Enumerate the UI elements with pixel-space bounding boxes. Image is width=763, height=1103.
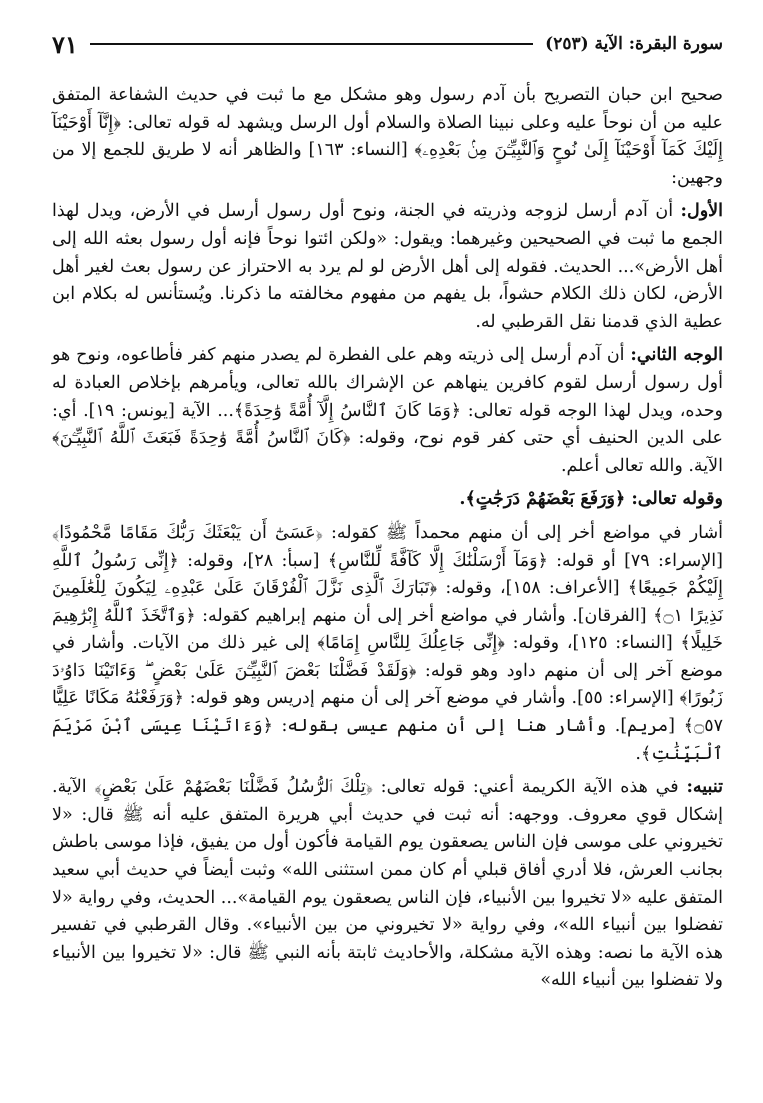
running-title: سورة البقرة: الآية (٢٥٣) <box>545 34 723 54</box>
paragraph-lead: وقوله تعالى: ﴿وَرَفَعَ بَعْضَهُمْ دَرَجَٰتٍ﴾. <box>459 489 723 510</box>
paragraph-4 <box>52 486 723 514</box>
paragraph-6 <box>52 774 723 995</box>
paragraph-text: أن آدم أرسل لزوجه وذريته في الجنة، ونوح أول رسول أرسل في الأرض، ويدل لهذا الجمع ما ثبت في الصحيحين وغيرهما: ويقول: «ولكن ائتوا نوحاً فإنه أول رسول بعثه الله إلى أهل الأرض»... الحديث. فقوله إلى أهل الأرض لو لم يرد به الاحتراز عن رسول بعث لغير أهل الأرض، لكان ذلك الكلام حشواً، بل يفهم من مفهوم مخالفته ما ذكرنا. ويُستأنس له بكلام ابن عطية الذي قدمنا نقل القرطبي له. <box>52 201 723 332</box>
page-number: ٧١ <box>52 29 78 59</box>
paragraph-text: صحيح ابن حبان التصريح بأن آدم رسول وهو مشكل مع ما ثبت في حديث الشفاعة المتفق عليه من أن نوحاً عليه وعلى نبينا الصلاة والسلام أول الرسل ويشهد له قوله تعالى: ﴿إِنَّآ أَوْحَيْنَآ إِلَيْكَ كَمَآ أَوْحَيْنَآ إِلَىٰ نُوحٍ وَٱلنَّبِيِّـۧنَ مِنۢ بَعْدِهِۦ﴾ [النساء: ١٦٣] والظاهر أنه لا طريق للجمع إلا من وجهين: <box>52 85 723 188</box>
header-rule <box>90 43 533 45</box>
book-page <box>52 28 723 1095</box>
paragraph-2 <box>52 198 723 336</box>
paragraph-lead: الوجه الثاني: <box>630 345 723 366</box>
paragraph-text: أشار في مواضع أخر إلى أن منهم محمداً ﷺ كقوله: ﴿عَسَىٰٓ أَن يَبْعَثَكَ رَبُّكَ مَقَامًا مَّحْمُودًا﴾ [الإسراء: ٧٩] أو قوله: ﴿وَمَآ أَرْسَلْنَٰكَ إِلَّا كَآفَّةً لِّلنَّاسِ﴾ [سبأ: ٢٨]، وقوله: ﴿إِنِّى رَسُولُ ٱللَّهِ إِلَيْكُمْ جَمِيعًا﴾ [الأعراف: ١٥٨]، وقوله: ﴿تَبَارَكَ ٱلَّذِى نَزَّلَ ٱلْفُرْقَانَ عَلَىٰ عَبْدِهِۦ لِيَكُونَ لِلْعَٰلَمِينَ نَذِيرًا ۝١﴾ [الفرقان]. وأشار في مواضع أخر إلى أن منهم إبراهيم كقوله: ﴿وَٱتَّخَذَ ٱللَّهُ إِبْرَٰهِيمَ خَلِيلًا﴾ [النساء: ١٢٥]، وقوله: ﴿إِنِّى جَاعِلُكَ لِلنَّاسِ إِمَامًا﴾ إلى غير ذلك من الآيات. وأشار في موضع آخر إلى أن منهم داود وهو قوله: ﴿وَلَقَدْ فَضَّلْنَا بَعْضَ ٱلنَّبِيِّـۧنَ عَلَىٰ بَعْضٍ ۖ وَءَاتَيْنَا دَاوُۥدَ زَبُورًا﴾ [الإسراء: ٥٥]. وأشار في موضع آخر إلى أن منهم إدريس وهو قوله: ﴿وَرَفَعْنَٰهُ مَكَانًا عَلِيًّا ۝٥٧﴾ [مريم]. وأشار هنا إلى أن منهم عيسى بقوله: ﴿وَءَاتَيْنَا عِيسَى ٱبْنَ مَرْيَمَ ٱلْبَيِّنَٰتِ﴾. <box>52 522 723 764</box>
paragraph-lead: الأول: <box>680 201 723 222</box>
paragraph-lead: تنبيه: <box>686 777 723 798</box>
page-header <box>52 28 723 60</box>
paragraph-text: أن آدم أرسل إلى ذريته وهم على الفطرة لم يصدر منهم كفر فأطاعوه، ونوح هو أول رسول أرسل لقوم كافرين ينهاهم عن الإشراك بالله تعالى، ويأمرهم بإخلاص العبادة له وحده، ويدل لهذا الوجه قوله تعالى: ﴿وَمَا كَانَ ٱلنَّاسُ إِلَّآ أُمَّةً وَٰحِدَةً﴾... الآية [يونس: ١٩]. أي: على الدين الحنيف أي حتى كفر قوم نوح، وقوله: ﴿كَانَ ٱلنَّاسُ أُمَّةً وَٰحِدَةً فَبَعَثَ ٱللَّهُ ٱلنَّبِيِّـۧنَ﴾ الآية. والله تعالى أعلم. <box>52 345 723 476</box>
paragraph-5 <box>52 520 723 768</box>
paragraph-1 <box>52 82 723 192</box>
paragraph-text: في هذه الآية الكريمة أعني: قوله تعالى: ﴿تِلْكَ ٱلرُّسُلُ فَضَّلْنَا بَعْضَهُمْ عَلَىٰ بَعْضٍ﴾ الآية. إشكال قوي معروف. ووجهه: أنه ثبت في حديث أبي هريرة المتفق عليه أنه ﷺ قال: «لا تخيروني على موسى فإن الناس يصعقون يوم القيامة فأكون أول من يفيق، فإذا موسى باطش بجانب العرش، فلا أدري أفاق قبلي أم كان ممن استثنى الله» وثبت أيضاً في حديث أبي سعيد المتفق عليه «لا تخيروا بين الأنبياء، فإن الناس يصعقون يوم القيامة»... الحديث، وفي رواية «لا تفضلوا بين أنبياء الله»، وفي رواية «لا تخيروني من بين الأنبياء». وقال القرطبي في تفسير هذه الآية ما نصه: وهذه الآية مشكلة، والأحاديث ثابتة بأنه النبي ﷺ قال: «لا تخيروا بين الأنبياء ولا تفضلوا بين أنبياء الله» <box>52 777 723 991</box>
paragraph-3 <box>52 342 723 480</box>
page-body <box>52 82 723 995</box>
